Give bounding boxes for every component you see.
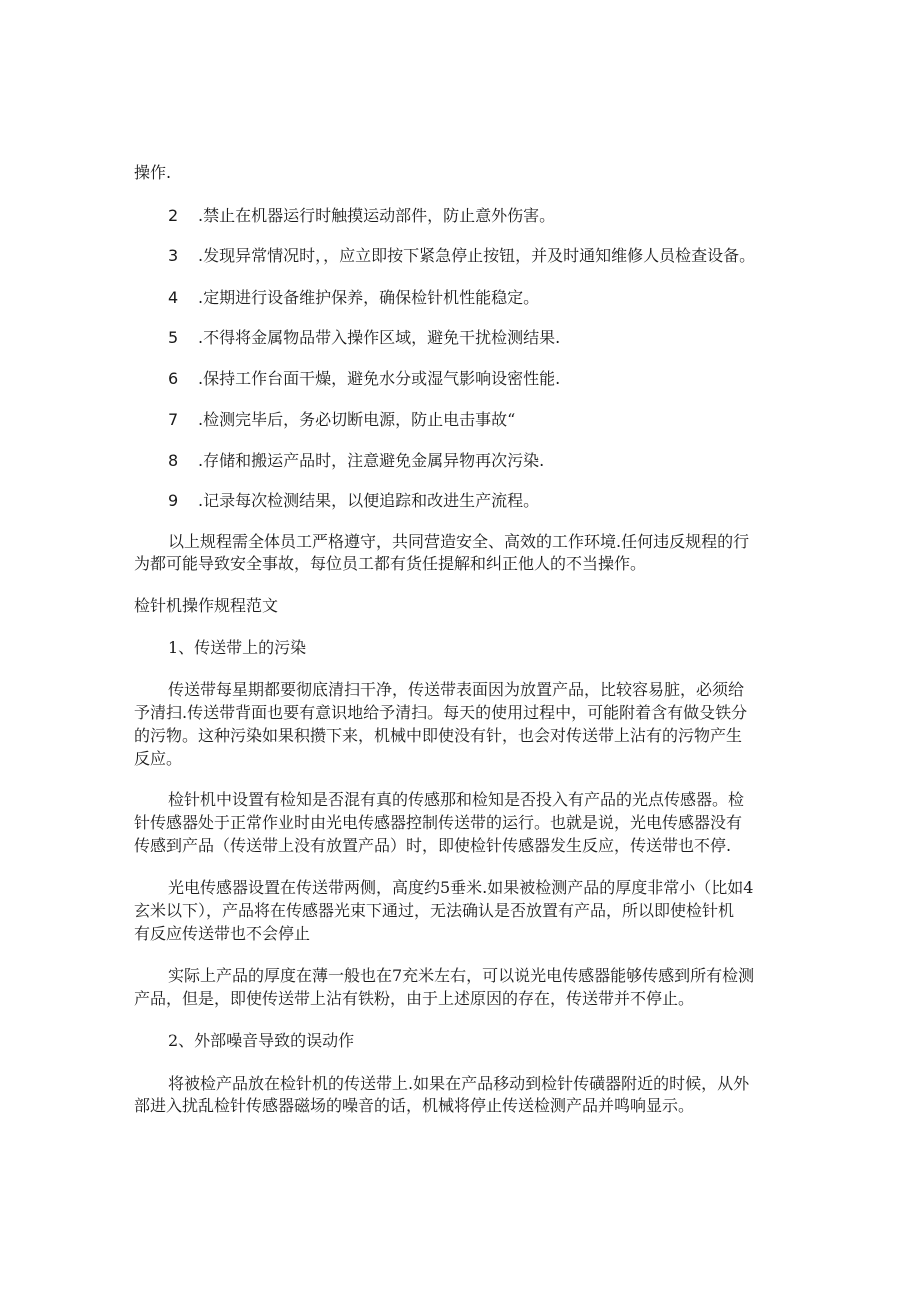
rule-item bbox=[168, 246, 755, 266]
rule-text: .发现异常情况时，，应立即按下紧急停止按钮，并及时通知维修人员检查设备。 bbox=[198, 246, 756, 265]
paragraph-line: 有反应传送带也不会停止 bbox=[134, 924, 311, 943]
subsection-heading: 2、外部噪音导致的误动作 bbox=[168, 1031, 355, 1050]
rule-text: .禁止在机器运行时触摸运动部件，防止意外伤害。 bbox=[198, 206, 556, 225]
paragraph-line: 针传感器处于正常作业时由光电传感器控制传送带的运行。也就是说，光电传感器没有 bbox=[134, 813, 743, 832]
rule-number: 4 bbox=[168, 288, 179, 307]
rule-item bbox=[168, 369, 560, 389]
rule-item bbox=[168, 410, 515, 430]
rule-number: 5 bbox=[168, 328, 179, 347]
paragraph-line: 检针机中设置有检知是否混有真的传感那和检知是否投入有产品的光点传感器。检 bbox=[168, 790, 745, 809]
rule-text: .检测完毕后，务必切断电源，防止电击事故“ bbox=[198, 410, 516, 429]
rule-number: 9 bbox=[168, 491, 179, 510]
paragraph-line: 的污物。这种污染如果积攒下来，机械中即使没有针，也会对传送带上沾有的污物产生 bbox=[134, 726, 743, 745]
rule-number: 3 bbox=[168, 246, 179, 265]
summary-line: 为都可能导致安全事故，每位员工都有货任提解和纠正他人的不当操作。 bbox=[134, 554, 647, 573]
paragraph-line: 产品，但是，即使传送带上沾有铁粉，由于上述原因的存在，传送带并不停止。 bbox=[134, 989, 695, 1008]
rule-number: 6 bbox=[168, 369, 179, 388]
rule-text: .不得将金属物品带入操作区域，避免干扰检测结果. bbox=[198, 328, 561, 347]
paragraph-line: 传送带每星期都要彻底清扫干净，传送带表面因为放置产品，比较容易脏，必须给 bbox=[168, 680, 745, 699]
paragraph-line: 光电传感器设置在传送带两侧，高度约5垂米.如果被检测产品的厚度非常小（比如4 bbox=[168, 878, 754, 897]
rule-text: .定期进行设备维护保养，确保检针机性能稳定。 bbox=[198, 288, 540, 307]
rule-item bbox=[168, 206, 555, 226]
paragraph-line: 玄米以下），产品将在传感器光束下通过，无法确认是否放置有产品，所以即使检针机 bbox=[134, 901, 735, 920]
paragraph-line: 传感到产品（传送带上没有放置产品）时，即使检针传感器发生反应，传送带也不停. bbox=[134, 836, 732, 855]
rule-text: .存储和搬运产品时，注意避免金属异物再次污染. bbox=[198, 451, 545, 470]
paragraph-line: 予清扫.传送带背面也要有意识地给予清扫。每天的使用过程中，可能附着含有做殳铁分 bbox=[134, 703, 748, 722]
section-title: 检针机操作规程范文 bbox=[134, 596, 279, 615]
rule-item bbox=[168, 491, 539, 511]
paragraph-line: 将被检产品放在检针机的传送带上.如果在产品移动到检针传磺器附近的时候，从外 bbox=[168, 1074, 750, 1093]
summary-line: 以上规程需全体员工严格遵守，共同营造安全、高效的工作环境.任何违反规程的行 bbox=[168, 532, 750, 551]
rule-number: 2 bbox=[168, 206, 179, 225]
subsection-heading: 1、传送带上的污染 bbox=[168, 638, 307, 657]
rule-text: .记录每次检测结果，以便追踪和改进生产流程。 bbox=[198, 491, 540, 510]
lead-fragment: 操作. bbox=[134, 163, 172, 182]
paragraph-line: 部进入扰乱检针传感器磁场的噪音的话，机械将停止传送检测产品并鸣响显示。 bbox=[134, 1096, 695, 1115]
rule-item bbox=[168, 328, 560, 348]
rule-number: 7 bbox=[168, 410, 179, 429]
paragraph-line: 实际上产品的厚度在薄一般也在7充米左右，可以说光电传感器能够传感到所有检测 bbox=[168, 966, 755, 985]
paragraph-line: 反应。 bbox=[134, 749, 183, 768]
rule-number: 8 bbox=[168, 451, 179, 470]
rule-item bbox=[168, 451, 544, 471]
rule-item bbox=[168, 288, 539, 308]
rule-text: .保持工作台面干燥，避免水分或湿气影响设密性能. bbox=[198, 369, 561, 388]
